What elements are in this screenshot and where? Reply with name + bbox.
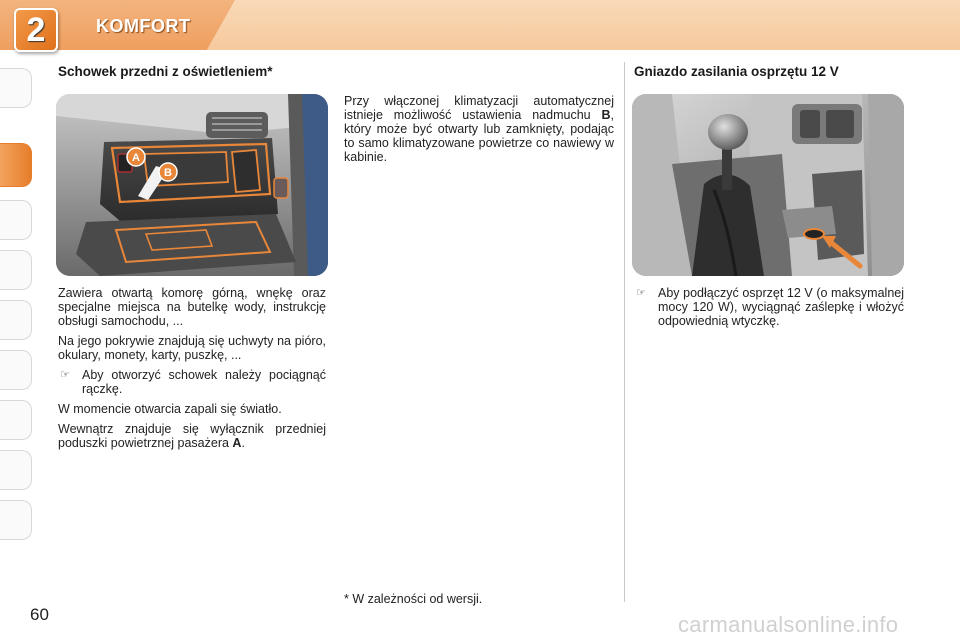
glovebox-para-1: Zawiera otwartą komorę górną, wnękę oraz specjalne miejsca na butelkę wody, instrukcję obsługi samochodu, ...	[58, 286, 326, 328]
side-tab-3[interactable]	[0, 200, 32, 240]
glovebox-bullet-text: Aby otworzyć schowek należy pociągnąć rączkę.	[82, 368, 326, 396]
air-vent-text	[344, 94, 614, 170]
socket-illustration	[632, 94, 904, 276]
side-tab-5[interactable]	[0, 300, 32, 340]
socket-bullet	[634, 286, 904, 328]
callout-a: A	[132, 152, 140, 164]
chapter-side-tabs	[0, 68, 34, 578]
glovebox-text	[58, 286, 326, 456]
socket-bullet-text: Aby podłączyć osprzęt 12 V (o maksymalnej mocy 120 W), wyciągnąć zaślepkę i włożyć odpowiednią wtyczkę.	[658, 286, 904, 328]
glovebox-para-3: W momencie otwarcia zapali się światło.	[58, 402, 282, 416]
pointing-hand-icon: ☞	[60, 369, 70, 381]
glovebox-illustration	[56, 94, 328, 276]
chapter-number: 2	[26, 10, 46, 49]
version-footnote: * W zależności od wersji.	[344, 592, 483, 606]
socket-drawing	[632, 94, 904, 276]
chapter-badge	[14, 8, 58, 52]
glovebox-para-4-ref: A	[232, 436, 242, 450]
pointing-hand-icon: ☞	[636, 287, 646, 299]
watermark: carmanualsonline.info	[678, 612, 899, 637]
glovebox-drawing	[56, 94, 328, 276]
side-tab-1[interactable]	[0, 68, 32, 108]
callout-b: B	[164, 167, 172, 179]
glovebox-heading: Schowek przedni z oświetleniem*	[58, 64, 273, 79]
side-tab-8[interactable]	[0, 450, 32, 490]
page-number: 60	[30, 605, 49, 624]
socket-heading: Gniazdo zasilania osprzętu 12 V	[634, 64, 839, 79]
socket-text	[634, 286, 904, 334]
air-vent-para-end: , który może być otwarty lub zamknięty, podając to samo klimatyzowane powietrze co nawiewy w kabinie.	[344, 108, 614, 164]
air-vent-para	[344, 94, 614, 164]
column-divider	[624, 62, 625, 602]
air-vent-para-text: Przy włączonej klimatyzacji automatycznej istnieje możliwość ustawienia nadmuchu	[344, 94, 614, 122]
chapter-title: KOMFORT	[96, 16, 191, 36]
glovebox-para-4-end: .	[241, 436, 245, 450]
air-vent-para-ref: B	[601, 108, 611, 122]
glovebox-para-2: Na jego pokrywie znajdują się uchwyty na pióro, okulary, monety, karty, puszkę, ...	[58, 334, 326, 362]
glovebox-para-4	[58, 422, 326, 450]
glovebox-bullet	[58, 368, 326, 396]
side-tab-4[interactable]	[0, 250, 32, 290]
glovebox-para-4-text: Wewnątrz znajduje się wyłącznik przedniej poduszki powietrznej pasażera	[58, 422, 326, 450]
side-tab-active[interactable]	[0, 143, 32, 187]
side-tab-7[interactable]	[0, 400, 32, 440]
side-tab-6[interactable]	[0, 350, 32, 390]
side-tab-9[interactable]	[0, 500, 32, 540]
